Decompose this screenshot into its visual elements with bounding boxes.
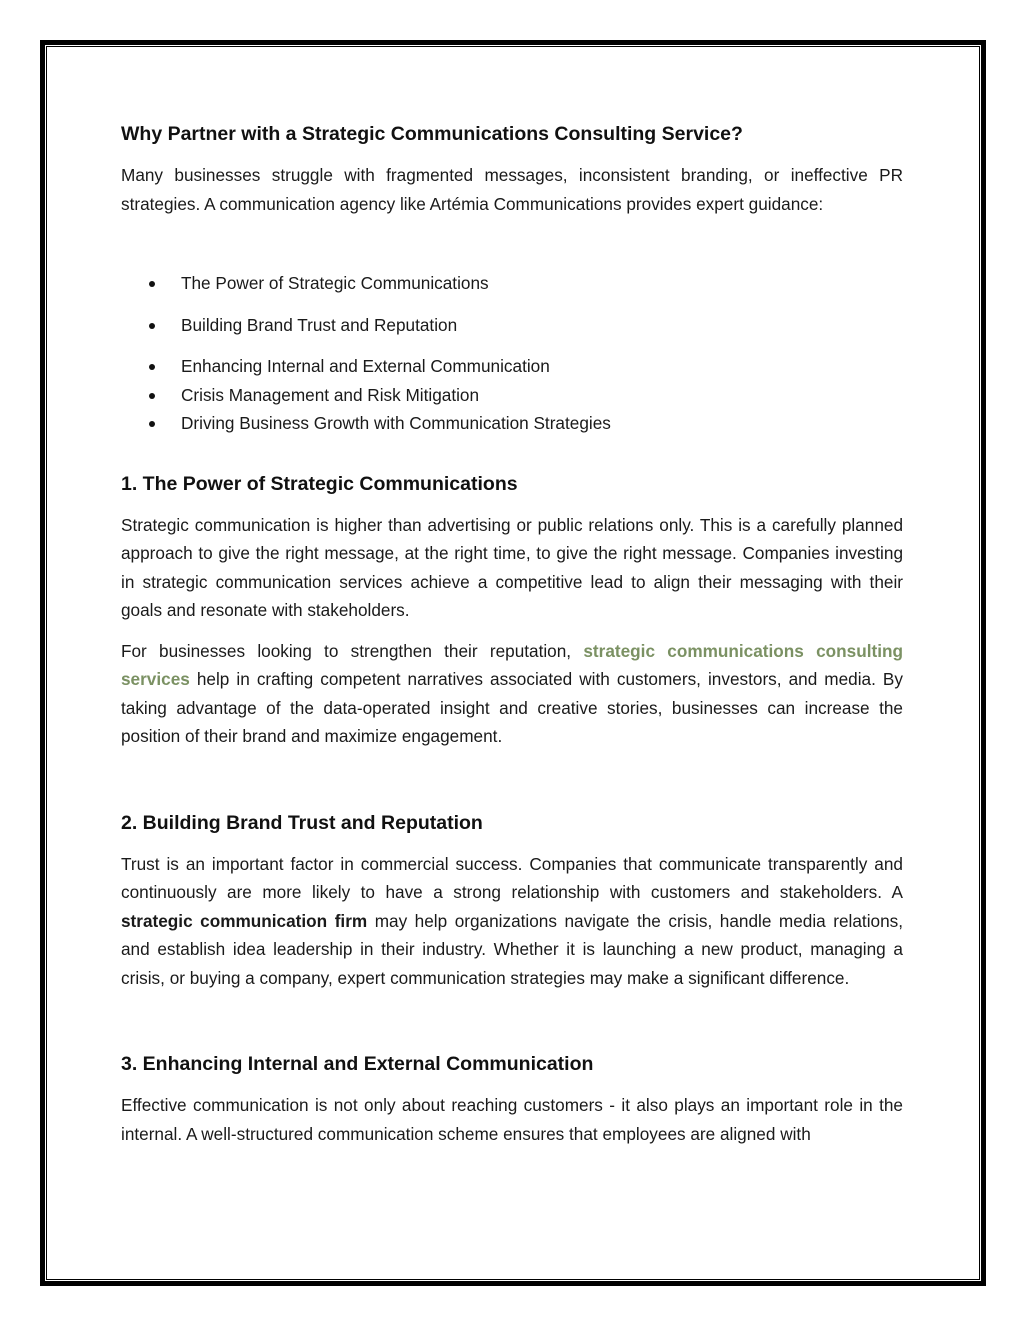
section2-paragraph <box>121 850 903 993</box>
intro-title: Why Partner with a Strategic Communications Consulting Service? <box>121 123 743 145</box>
bullet-icon <box>149 421 155 427</box>
list-item <box>121 269 903 298</box>
section3-title: 3. Enhancing Internal and External Communication <box>121 1053 594 1075</box>
bullet-icon <box>149 364 155 370</box>
topic-list <box>121 269 903 438</box>
section1-paragraph-2 <box>121 637 903 751</box>
section1-p2-text-after: help in crafting competent narratives associated with customers, investors, and media. By taking advantage of the data-operated insight and creative stories, businesses can increase the position of their brand and maximize engagement. <box>121 669 903 746</box>
intro-paragraph: Many businesses struggle with fragmented messages, inconsistent branding, or ineffective PR strategies. A communication agency like Artémia Communications provides expert guidance: <box>121 165 903 214</box>
list-item <box>121 352 903 381</box>
section3-paragraph: Effective communication is not only about reaching customers - it also plays an important role in the internal. A well-structured communication scheme ensures that employees are aligned with <box>121 1095 903 1144</box>
section1-title: 1. The Power of Strategic Communications <box>121 472 518 495</box>
list-item <box>121 381 903 410</box>
section2-text-after: may help organizations navigate the crisis, handle media relations, and establish idea leadership in their industry. Whether it is launching a new product, managing a crisis, or buying a company, expert communication strategies may make a significant difference. <box>121 910 903 988</box>
list-item-label: Crisis Management and Risk Mitigation <box>181 384 480 405</box>
bullet-icon <box>149 281 155 287</box>
list-item <box>121 409 903 438</box>
section2-title: 2. Building Brand Trust and Reputation <box>121 811 483 834</box>
list-item-label: The Power of Strategic Communications <box>181 273 489 293</box>
bullet-icon <box>149 393 155 399</box>
bullet-icon <box>149 323 155 329</box>
section1-paragraph-1: Strategic communication is higher than advertising or public relations only. This is a carefully planned approach to give the right message, at the right time, to give the right message. Companies investing in strategic communication services achieve a competitive lead to align their messaging with their goals and resonate with stakeholders. <box>121 514 903 620</box>
list-item-label: Building Brand Trust and Reputation <box>181 314 458 335</box>
list-item <box>121 311 903 340</box>
document-body <box>121 118 903 1148</box>
section2-bold-term: strategic communication firm <box>121 910 368 931</box>
list-item-label: Enhancing Internal and External Communication <box>181 356 550 376</box>
section2-text: Trust is an important factor in commercial success. Companies that communicate transparently and continuously are more likely to have a strong relationship with customers and stakeholders. A <box>121 853 903 902</box>
consulting-services-link[interactable]: strategic communications consulting services <box>121 640 904 689</box>
section1-p2-text: For businesses looking to strengthen their reputation, <box>121 640 584 661</box>
list-item-label: Driving Business Growth with Communication Strategies <box>181 413 611 433</box>
